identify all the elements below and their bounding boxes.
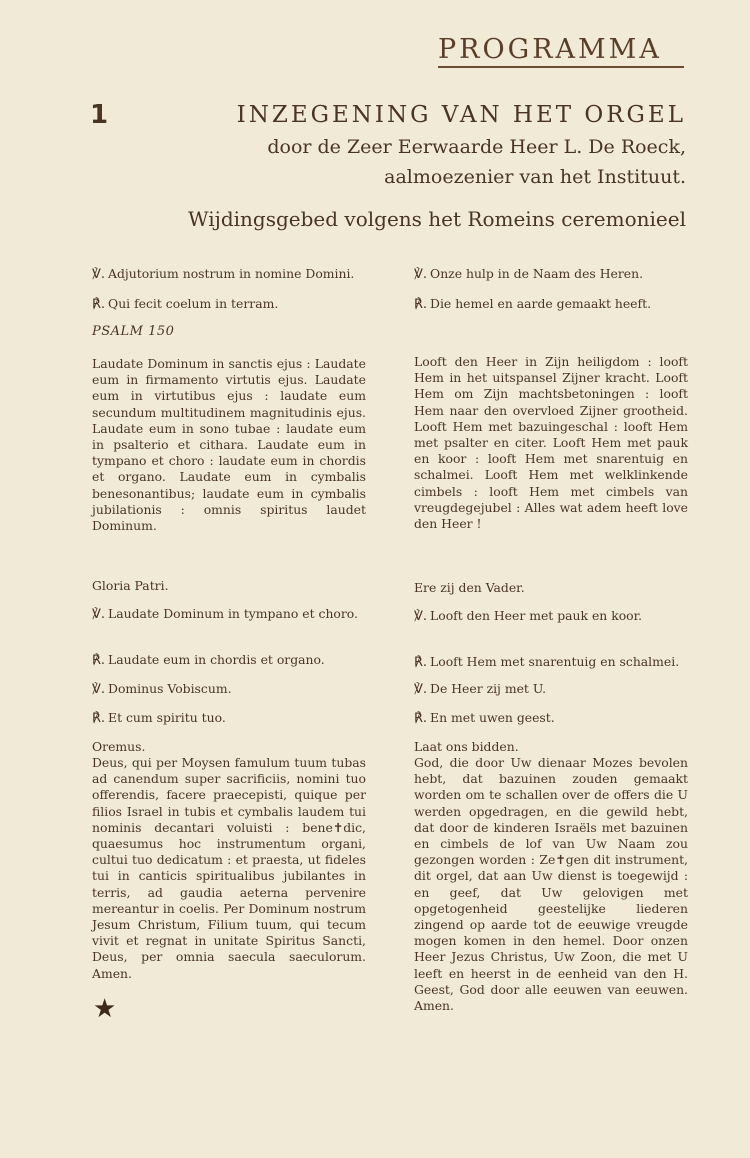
prayer-text: Deus, qui per Moysen famulum tuum tubas ad canendum super sacrificiis, nomini tuo offerendis, facere praecepisti, quique per filios Israel in tubis et cymbalis laudem tui nominis decantari voluisti : bene✝dic, quaesumus hoc instrumentum organi, cultui tuo dedicatum : et praesta, ut fideles tui in canticis spiritualibus jubilantes in terris, ad gaudia aeterna pervenire mereantur in coelis. Per Dominum nostrum Jesum Christum, Filium tuum, qui tecum vivit et regnat in unitate Spiritus Sancti, Deus, per omnia saecula saeculorum. Amen. xyxy=(92,755,366,981)
response-icon: ℟. xyxy=(414,655,428,670)
response-icon: ℟. xyxy=(92,711,106,726)
response-icon: ℟. xyxy=(92,653,106,668)
response-2: ℟. Looft Hem met snarentuig en schalmei. xyxy=(414,654,680,670)
response-icon: ℟. xyxy=(414,297,428,312)
officiant-line: door de Zeer Eerwaarde Heer L. De Roeck, xyxy=(267,136,686,158)
response-3: ℟. En met uwen geest. xyxy=(414,710,555,726)
versicle-icon: ℣. xyxy=(92,267,106,282)
versicle-icon: ℣. xyxy=(92,607,106,622)
response-1: ℟. Die hemel en aarde gemaakt heeft. xyxy=(414,296,652,312)
versicle-1: ℣. Adjutorium nostrum in nomine Domini. xyxy=(92,266,355,282)
psalm-text: Laudate Dominum in sanctis ejus : Laudate eum in firmamento virtutis ejus. Laudate eum in virtutibus ejus : laudate eum secundum multitudinem magnitudinis ejus. Laudate eum in sono tubae : laudate eum in psalterio et cithara. Laudate eum in tympano et choro : laudate eum in chordis et organo. Laudate eum in cymbalis benesonantibus; laudate eum in cymbalis jubilationis : omnis spiritus laudet Dominum. xyxy=(92,356,366,534)
psalm-text: Looft den Heer in Zijn heiligdom : looft Hem in het uitspansel Zijner kracht. Looft Hem om Zijn machtsbetoningen : looft Hem naar den overvloed Zijner grootheid. Looft Hem met bazuingeschal : looft Hem met psalter en citer. Looft Hem met pauk en koor : looft Hem met snarentuig en schalmei. Looft Hem met welklinkende cimbels : looft Hem met cimbels van vreugdegejubel : Alles wat adem heeft love den Heer ! xyxy=(414,354,688,532)
versicle-icon: ℣. xyxy=(414,267,428,282)
programma-heading: PROGRAMMA xyxy=(438,34,662,65)
item-number: 1 xyxy=(90,100,109,130)
versicle-3: ℣. De Heer zij met U. xyxy=(414,681,547,697)
versicle-1: ℣. Onze hulp in de Naam des Heren. xyxy=(414,266,644,282)
response-1: ℟. Qui fecit coelum in terram. xyxy=(92,296,279,312)
oremus: Oremus. xyxy=(92,739,146,754)
response-3: ℟. Et cum spiritu tuo. xyxy=(92,710,226,726)
response-icon: ℟. xyxy=(92,297,106,312)
response-icon: ℟. xyxy=(414,711,428,726)
oremus: Laat ons bidden. xyxy=(414,739,519,754)
versicle-2: ℣. Laudate Dominum in tympano et choro. xyxy=(92,606,358,622)
versicle-3: ℣. Dominus Vobiscum. xyxy=(92,681,232,697)
heading-rule xyxy=(438,66,684,68)
gloria: Ere zij den Vader. xyxy=(414,580,525,595)
star-icon: ★ xyxy=(93,994,117,1024)
psalm-heading: PSALM 150 xyxy=(92,324,175,339)
rite-subtitle: Wijdingsgebed volgens het Romeins ceremonieel xyxy=(188,207,686,231)
item-title: INZEGENING VAN HET ORGEL xyxy=(236,102,686,128)
prayer-text: God, die door Uw dienaar Mozes bevolen hebt, dat bazuinen zouden gemaakt worden om te schallen over de offers die U werden opgedragen, en die gewild hebt, dat door de kinderen Israëls met bazuinen en cimbels de lof van Uw Naam zou gezongen worden : Ze✝gen dit instrument, dit orgel, dat aan Uw dienst is toegewijd : en geef, dat Uw gelovigen met opgetogenheid geestelijke liederen zingend op aarde tot de eeuwige vreugde mogen komen in den hemel. Door onzen Heer Jezus Christus, Uw Zoon, die met U leeft en heerst in de eenheid van den H. Geest, God door alle eeuwen van eeuwen. Amen. xyxy=(414,755,688,1014)
versicle-icon: ℣. xyxy=(414,609,428,624)
versicle-icon: ℣. xyxy=(414,682,428,697)
gloria: Gloria Patri. xyxy=(92,578,169,593)
officiant-role: aalmoezenier van het Instituut. xyxy=(384,166,686,188)
item-header xyxy=(188,98,686,234)
versicle-2: ℣. Looft den Heer met pauk en koor. xyxy=(414,608,643,624)
response-2: ℟. Laudate eum in chordis et organo. xyxy=(92,652,325,668)
versicle-icon: ℣. xyxy=(92,682,106,697)
